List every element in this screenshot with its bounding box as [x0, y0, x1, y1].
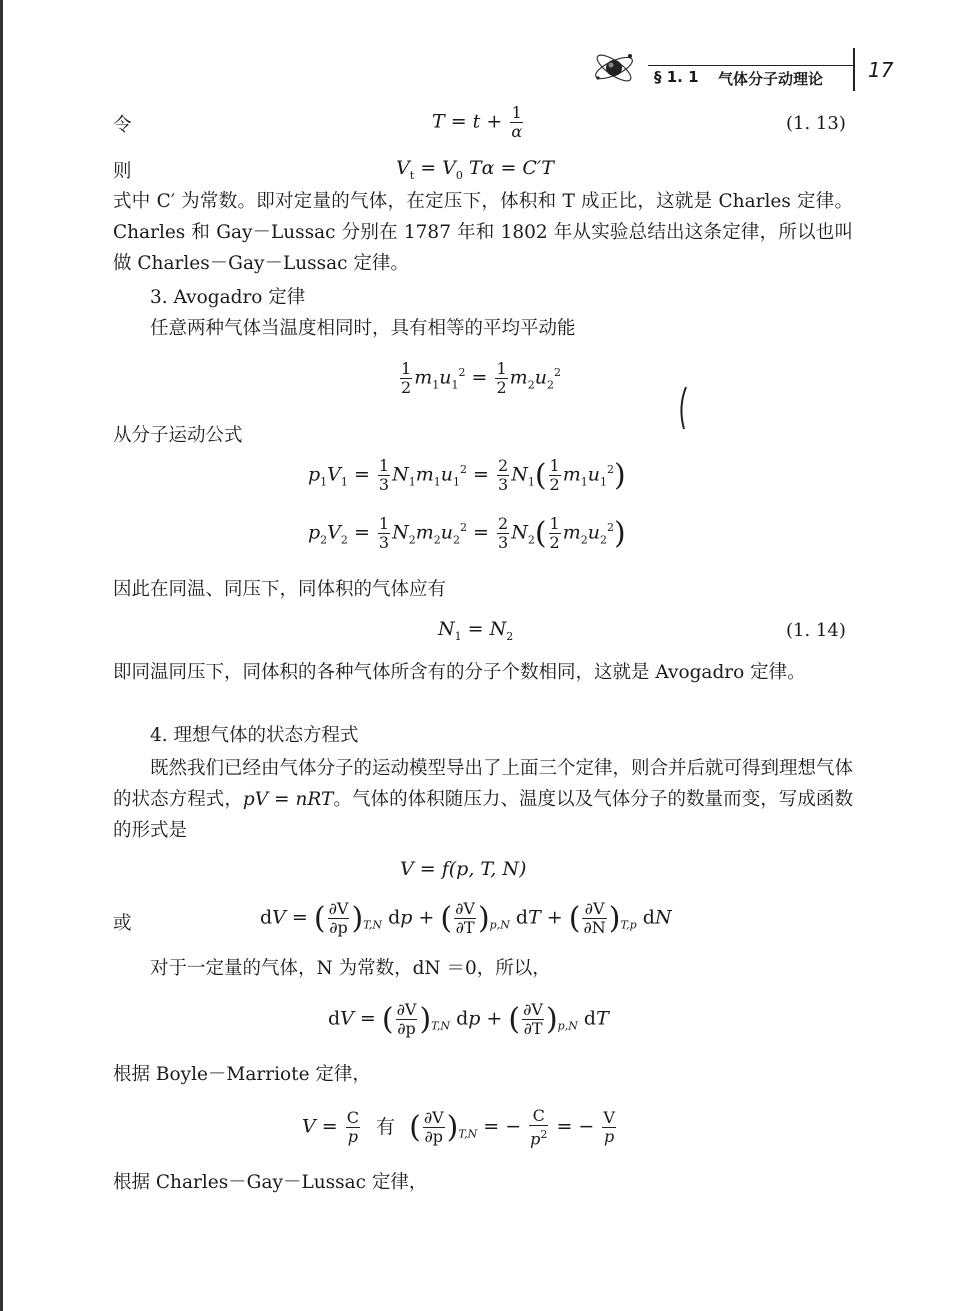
text-therefore: 因此在同温、同压下，同体积的气体应有 [113, 579, 447, 600]
paragraph-avogadro-intro: 任意两种气体当温度相同时，具有相等的平均平动能 [150, 318, 576, 339]
equation-dv-full: dV = ( $\frac{\partial V}{\partial p}$ )$_{T,N}$ dp + ( $\frac{\partial V}{\partial T}$ )$_{p,N}$ dT + ( $\frac{\partial V}{\partial N}$ )$_{T,p}$ dN [260, 899, 672, 937]
scan-mark-icon [676, 385, 690, 431]
paragraph-ideal-gas [113, 753, 853, 846]
text-charles-gay-lussac: 根据 Charles－Gay－Lussac 定律， [113, 1172, 428, 1193]
ideal-gas-text-1: 既然我们已经由气体分子的运动模型导出了上面三个定律，则合并后就可得到理想气体的状态方程式， [113, 758, 854, 810]
equation-boyle: V = $\frac{C}{p}$ 有 ( $\frac{\partial V}{\partial p}$ )$_{T,N}$ = − $\frac{C}{p^2}$ = − $\frac{V}{p}$ [302, 1106, 615, 1149]
header-rule [648, 65, 854, 66]
heading-ideal-gas: 4. 理想气体的状态方程式 [150, 725, 359, 746]
header-vertical-rule [853, 48, 855, 91]
page-number: 17 [868, 58, 894, 82]
text-from-motion-formula: 从分子运动公式 [113, 425, 243, 446]
equation-number-1-14: (1. 14) [786, 620, 846, 641]
text-boyle-law: 根据 Boyle－Marriote 定律， [113, 1064, 371, 1085]
equation-function: V = f(p, T, N) [400, 858, 527, 880]
ideal-gas-equation: pV = nRT [242, 789, 334, 810]
paragraph-charles-law: 式中 C′ 为常数。即对定量的气体，在定压下，体积和 T 成正比，这就是 Charles 定律。Charles 和 Gay－Lussac 分别在 1787 年和 1802 年从实验总结出这条定律，所以也叫做 Charles－Gay－Lussac 定律。 [113, 191, 853, 274]
equation-kinetic-energy: $\frac{1}{2}$ $m_1u_1^2$ = $\frac{1}{2}$ $m_2u_2^2$ [401, 359, 561, 397]
equation-p2v2: $p_2V_2$ = $\frac{1}{3}$ $N_2m_2u_2^2$ = $\frac{2}{3}$ $N_2$( $\frac{1}{2}$ $m_2u_2^2$) [308, 514, 626, 552]
word-ling: 令 [113, 115, 132, 136]
heading-avogadro: 3. Avogadro 定律 [150, 287, 306, 308]
header-title: 气体分子动理论 [718, 70, 824, 88]
word-huo: 或 [113, 913, 132, 934]
equation-1-13: T = t + $\frac{1}{\alpha}$ [432, 103, 523, 141]
page-left-edge [0, 0, 3, 1311]
paragraph-avogadro-law: 即同温同压下，同体积的各种气体所含有的分子个数相同，这就是 Avogadro 定律。 [113, 662, 806, 683]
word-ze: 则 [113, 161, 132, 182]
ideal-gas-text-2: 。气体的体积随压力、温度以及气体分子的数量而变，写成函数的形式是 [113, 789, 853, 841]
equation-number-1-13: (1. 13) [786, 113, 846, 134]
equation-vt: $V_t = V_0$ Tα = C′T [396, 157, 554, 182]
equation-1-14: $N_1 = N_2$ [438, 618, 514, 643]
equation-p1v1: $p_1V_1$ = $\frac{1}{3}$ $N_1m_1u_1^2$ = $\frac{2}{3}$ $N_1$( $\frac{1}{2}$ $m_1u_1^2$) [308, 456, 626, 494]
atom-logo-icon [590, 44, 638, 88]
text-fixed-amount: 对于一定量的气体，N 为常数，dN ＝0，所以， [150, 958, 551, 979]
header-section: § 1. 1 [654, 68, 699, 86]
equation-dv-fixed: dV = ( $\frac{\partial V}{\partial p}$ )$_{T,N}$ dp + ( $\frac{\partial V}{\partial T}$ )$_{p,N}$ dT [328, 1000, 609, 1038]
